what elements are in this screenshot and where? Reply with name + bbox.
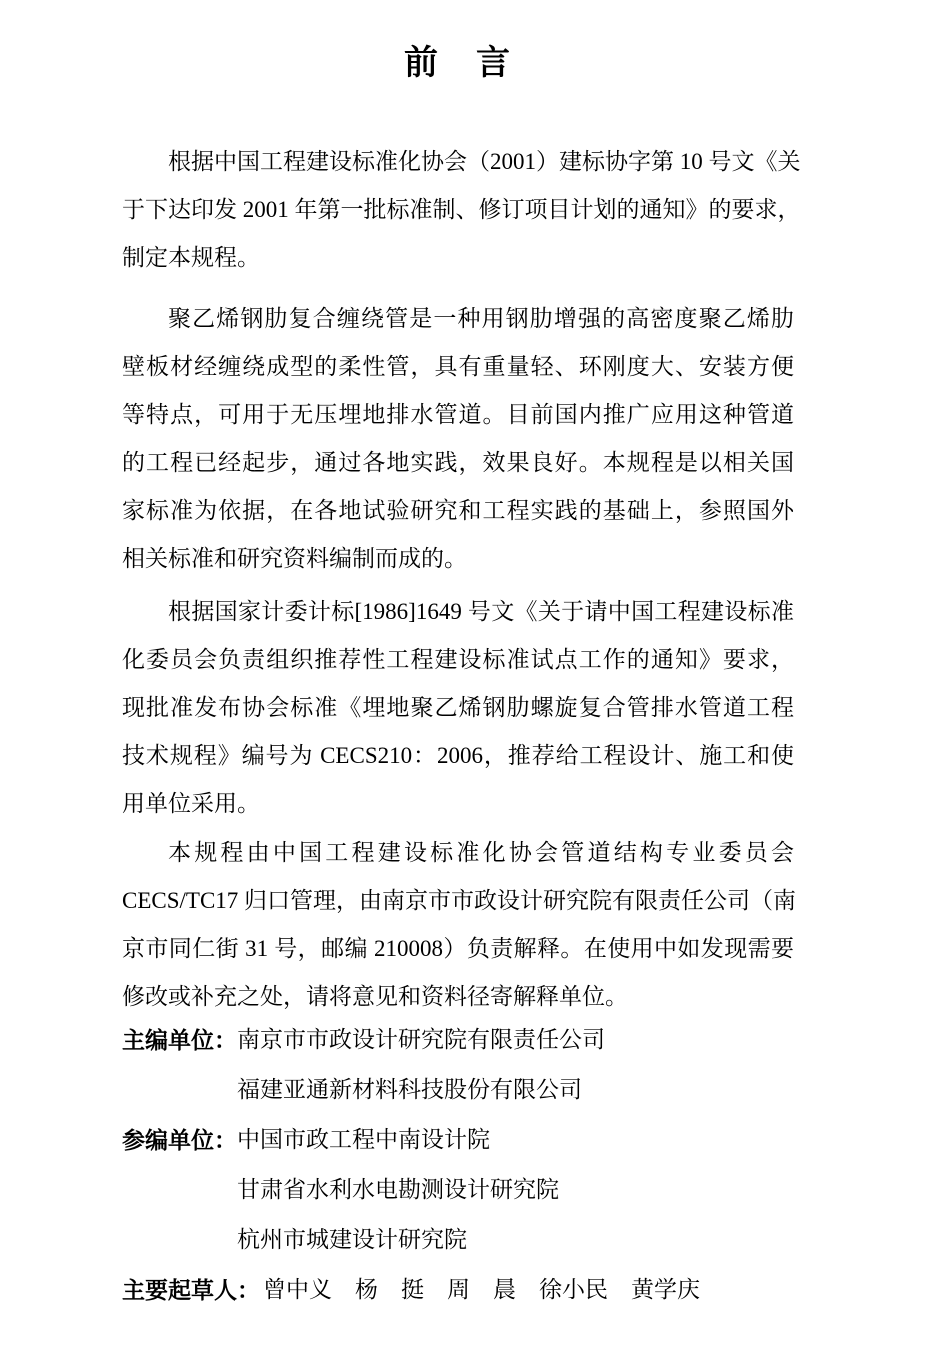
- paragraph-4: [122, 829, 797, 1021]
- drafters-label: 主要起草人：: [122, 1277, 260, 1303]
- drafters-names: 曾中义 杨 挺 周 晨 徐小民 黄学庆: [263, 1277, 700, 1302]
- text-line: 技术规程》编号为 CECS210：2006，推荐给工程设计、施工和使: [122, 743, 794, 768]
- text-line: 本规程由中国工程建设标准化协会管道结构专业委员会: [168, 840, 794, 865]
- chief-editor-row: [122, 1065, 794, 1115]
- paragraph-3: [122, 588, 794, 828]
- text-line: CECS/TC17 归口管理，由南京市市政设计研究院有限责任公司（南: [122, 888, 797, 913]
- drafters-row: [122, 1265, 794, 1315]
- text-line: 化委员会负责组织推荐性工程建设标准试点工作的通知》要求，: [122, 647, 794, 672]
- text-line: 聚乙烯钢肋复合缠绕管是一种用钢肋增强的高密度聚乙烯肋: [168, 306, 794, 331]
- participating-units-row: [122, 1115, 794, 1165]
- text-line: 京市同仁街 31 号，邮编 210008）负责解释。在使用中如发现需要: [122, 936, 794, 961]
- text-line: 根据国家计委计标[1986]1649 号文《关于请中国工程建设标准: [168, 599, 794, 624]
- text-line: 修改或补充之处，请将意见和资料径寄解释单位。: [122, 984, 628, 1009]
- chief-editor-unit: 福建亚通新材料科技股份有限公司: [237, 1077, 582, 1102]
- text-line: 等特点，可用于无压埋地排水管道。目前国内推广应用这种管道: [122, 402, 794, 427]
- participating-units-row: [122, 1165, 794, 1215]
- chief-editor-unit: 南京市市政设计研究院有限责任公司: [237, 1027, 605, 1052]
- page-title: 前 言: [404, 45, 512, 82]
- text-line: 家标准为依据，在各地试验研究和工程实践的基础上，参照国外: [122, 498, 794, 523]
- participating-units-label: 参编单位：: [122, 1127, 237, 1153]
- participating-unit: 甘肃省水利水电勘测设计研究院: [237, 1177, 559, 1202]
- participating-unit: 中国市政工程中南设计院: [237, 1127, 490, 1152]
- text-line: 于下达印发 2001 年第一批标准制、修订项目计划的通知》的要求，: [122, 197, 801, 222]
- paragraph-2: [122, 295, 794, 583]
- text-line: 相关标准和研究资料编制而成的。: [122, 546, 467, 571]
- chief-editor-label: 主编单位：: [122, 1027, 237, 1053]
- text-line: 用单位采用。: [122, 791, 260, 816]
- text-line: 制定本规程。: [122, 245, 260, 270]
- text-line: 的工程已经起步，通过各地实践，效果良好。本规程是以相关国: [122, 450, 794, 475]
- text-line: 根据中国工程建设标准化协会（2001）建标协字第 10 号文《关: [168, 149, 801, 174]
- participating-unit: 杭州市城建设计研究院: [237, 1227, 467, 1252]
- text-line: 现批准发布协会标准《埋地聚乙烯钢肋螺旋复合管排水管道工程: [122, 695, 794, 720]
- paragraph-1: [122, 138, 801, 282]
- credits-section: [122, 1015, 794, 1315]
- foreword-body: [122, 138, 801, 1315]
- text-line: 壁板材经缠绕成型的柔性管，具有重量轻、环刚度大、安装方便: [122, 354, 794, 379]
- chief-editor-row: [122, 1015, 794, 1065]
- participating-units-row: [122, 1215, 794, 1265]
- document-content: [122, 0, 801, 1315]
